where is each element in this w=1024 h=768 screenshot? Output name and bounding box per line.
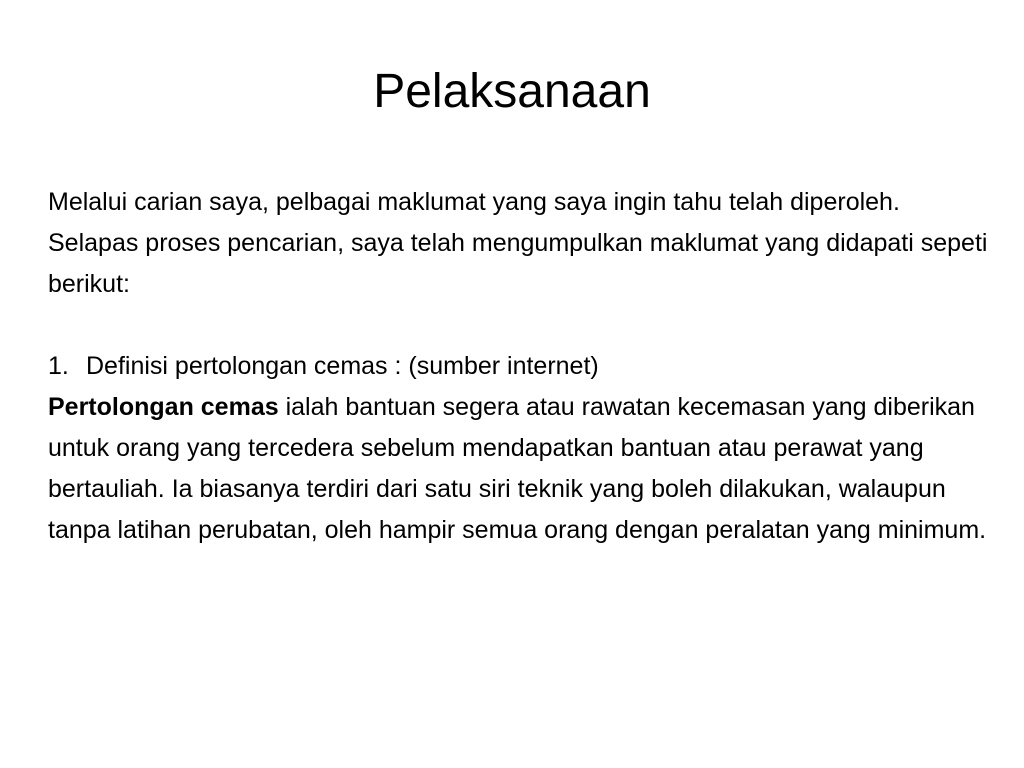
- definition-term: Pertolongan cemas: [48, 393, 279, 421]
- paragraph-gap: [48, 305, 988, 346]
- list-item-definition: [48, 346, 988, 387]
- list-item-text: Definisi pertolongan cemas : (sumber internet): [86, 352, 599, 380]
- slide-body: [48, 182, 988, 551]
- definition-paragraph: [48, 387, 988, 551]
- intro-paragraph: Melalui carian saya, pelbagai maklumat yang saya ingin tahu telah diperoleh. Selapas proses pencarian, saya telah mengumpulkan maklumat yang didapati sepeti berikut:: [48, 188, 988, 298]
- list-item-number: 1.: [48, 352, 69, 380]
- slide-title: Pelaksanaan: [373, 65, 651, 118]
- definition-text: ialah bantuan segera atau rawatan kecemasan yang diberikan untuk orang yang tercedera sebelum mendapatkan bantuan atau perawat yang bertauliah. Ia biasanya terdiri dari satu siri teknik yang boleh dilakukan, walaupun tanpa latihan perubatan, oleh hampir semua orang dengan peralatan yang minimum.: [48, 393, 987, 544]
